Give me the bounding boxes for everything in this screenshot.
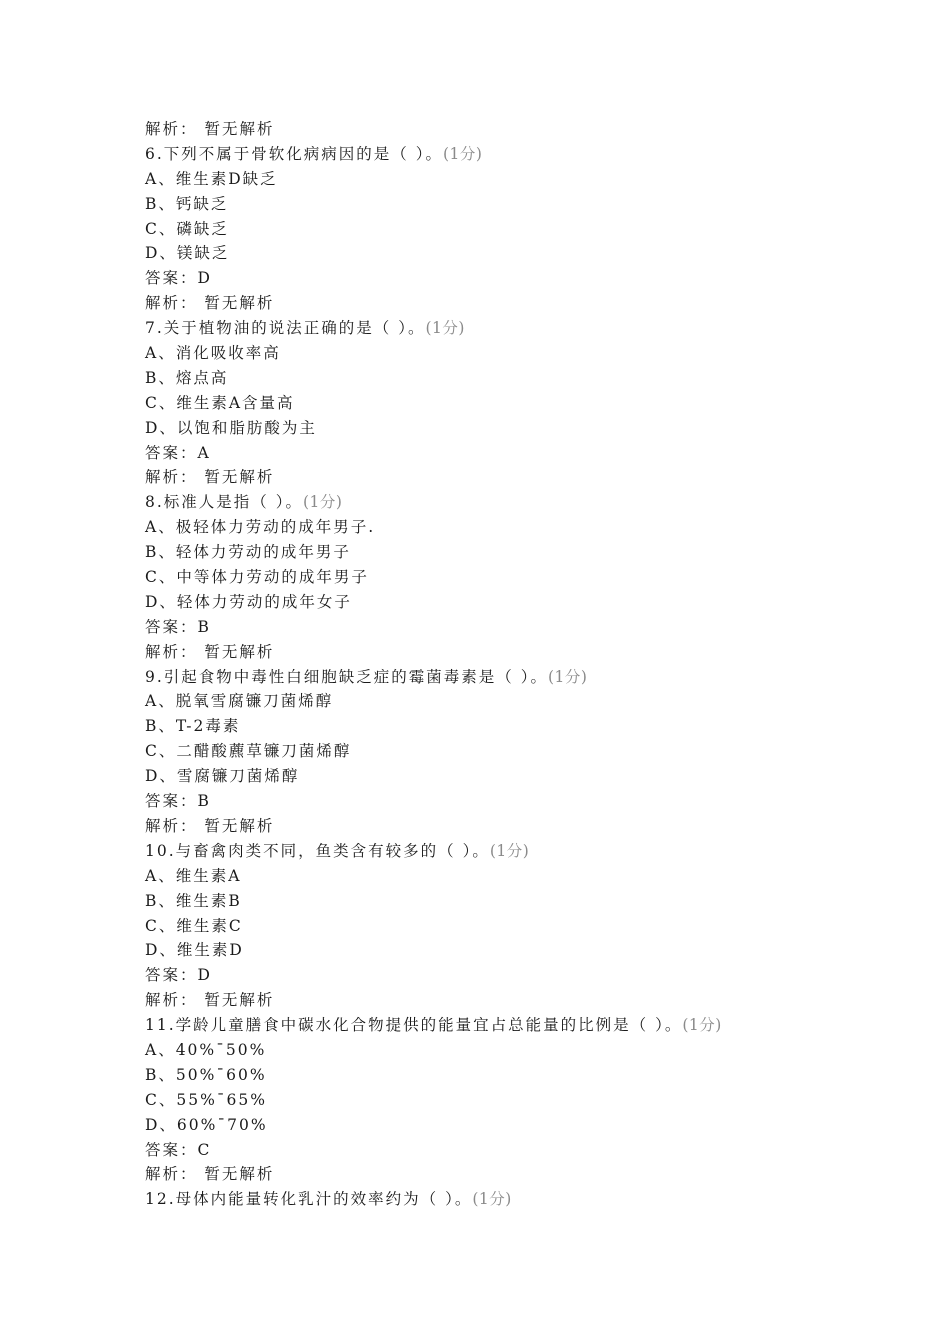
analysis-line: 解析： 暂无解析 <box>145 1165 275 1184</box>
option-a: A、维生素D缺乏 <box>145 169 278 188</box>
question-score: (1分) <box>425 319 465 338</box>
question-stem <box>145 665 905 690</box>
option-d: D、维生素D <box>145 941 244 960</box>
analysis-line: 解析： 暂无解析 <box>145 816 275 835</box>
question-score: (1分) <box>302 493 343 512</box>
option-d: D、以饱和脂肪酸为主 <box>145 418 317 437</box>
option-c: C、磷缺乏 <box>145 219 229 238</box>
answer-line: 答案：B <box>145 617 211 636</box>
option-a: A、维生素A <box>145 866 242 885</box>
question-score: (1分) <box>489 841 530 860</box>
option-a: A、脱氧雪腐镰刀菌烯醇 <box>145 692 334 711</box>
option-d: D、60%¯70% <box>145 1115 268 1134</box>
option-c: C、二醋酸藨草镰刀菌烯醇 <box>145 742 352 761</box>
option-b: B、T-2毒素 <box>145 717 241 736</box>
question-text: 6.下列不属于骨软化病病因的是（ ）。 <box>145 144 443 163</box>
answer-line: 答案：C <box>145 1140 212 1159</box>
question-stem <box>145 1013 905 1038</box>
analysis-line <box>145 117 905 142</box>
question-stem <box>145 316 905 341</box>
question-text: 10.与畜禽肉类不同，鱼类含有较多的（ ）。 <box>145 841 490 860</box>
question-score: (1分) <box>547 667 588 686</box>
analysis-label: 解析： <box>145 120 198 138</box>
analysis-line: 解析： 暂无解析 <box>145 468 275 487</box>
question-text: 9.引起食物中毒性白细胞缺乏症的霉菌毒素是（ ）。 <box>145 667 548 686</box>
option-d: D、轻体力劳动的成年女子 <box>145 592 352 611</box>
option-a: A、40%¯50% <box>145 1040 267 1059</box>
answer-line: 答案：B <box>145 792 211 811</box>
option-a: A、极轻体力劳动的成年男子. <box>145 518 376 537</box>
option-a: A、消化吸收率高 <box>145 344 281 363</box>
option-b: B、熔点高 <box>145 368 229 387</box>
question-stem <box>145 839 905 864</box>
option-c: C、维生素C <box>145 916 243 935</box>
option-c: C、55%¯65% <box>145 1090 268 1109</box>
question-stem <box>145 142 905 167</box>
question-text: 12.母体内能量转化乳汁的效率约为（ ）。 <box>145 1190 473 1209</box>
analysis-text: 暂无解析 <box>204 120 275 138</box>
analysis-line: 解析： 暂无解析 <box>145 642 275 661</box>
option-b: B、50%¯60% <box>145 1065 267 1084</box>
option-d: D、雪腐镰刀菌烯醇 <box>145 767 300 786</box>
question-score: (1分) <box>442 144 483 163</box>
option-b: B、钙缺乏 <box>145 194 229 213</box>
analysis-line: 解析： 暂无解析 <box>145 294 275 313</box>
option-d: D、镁缺乏 <box>145 244 230 263</box>
question-text: 7.关于植物油的说法正确的是（ ）。 <box>145 319 426 338</box>
option-c: C、中等体力劳动的成年男子 <box>145 568 369 587</box>
option-c: C、维生素A含量高 <box>145 393 295 412</box>
question-score: (1分) <box>682 1016 722 1035</box>
option-b: B、维生素B <box>145 891 242 910</box>
question-text: 11.学龄儿童膳食中碳水化合物提供的能量宜占总能量的比例是（ ）。 <box>145 1016 683 1035</box>
question-score: (1分) <box>472 1190 512 1209</box>
answer-line: 答案：A <box>145 443 211 462</box>
answer-line: 答案：D <box>145 966 212 985</box>
analysis-line: 解析： 暂无解析 <box>145 991 275 1010</box>
exam-document <box>145 117 905 1212</box>
option-b: B、轻体力劳动的成年男子 <box>145 543 351 562</box>
question-stem <box>145 1187 905 1212</box>
question-text: 8.标准人是指（ ）。 <box>145 493 303 512</box>
answer-line: 答案：D <box>145 269 212 288</box>
question-stem <box>145 490 905 515</box>
